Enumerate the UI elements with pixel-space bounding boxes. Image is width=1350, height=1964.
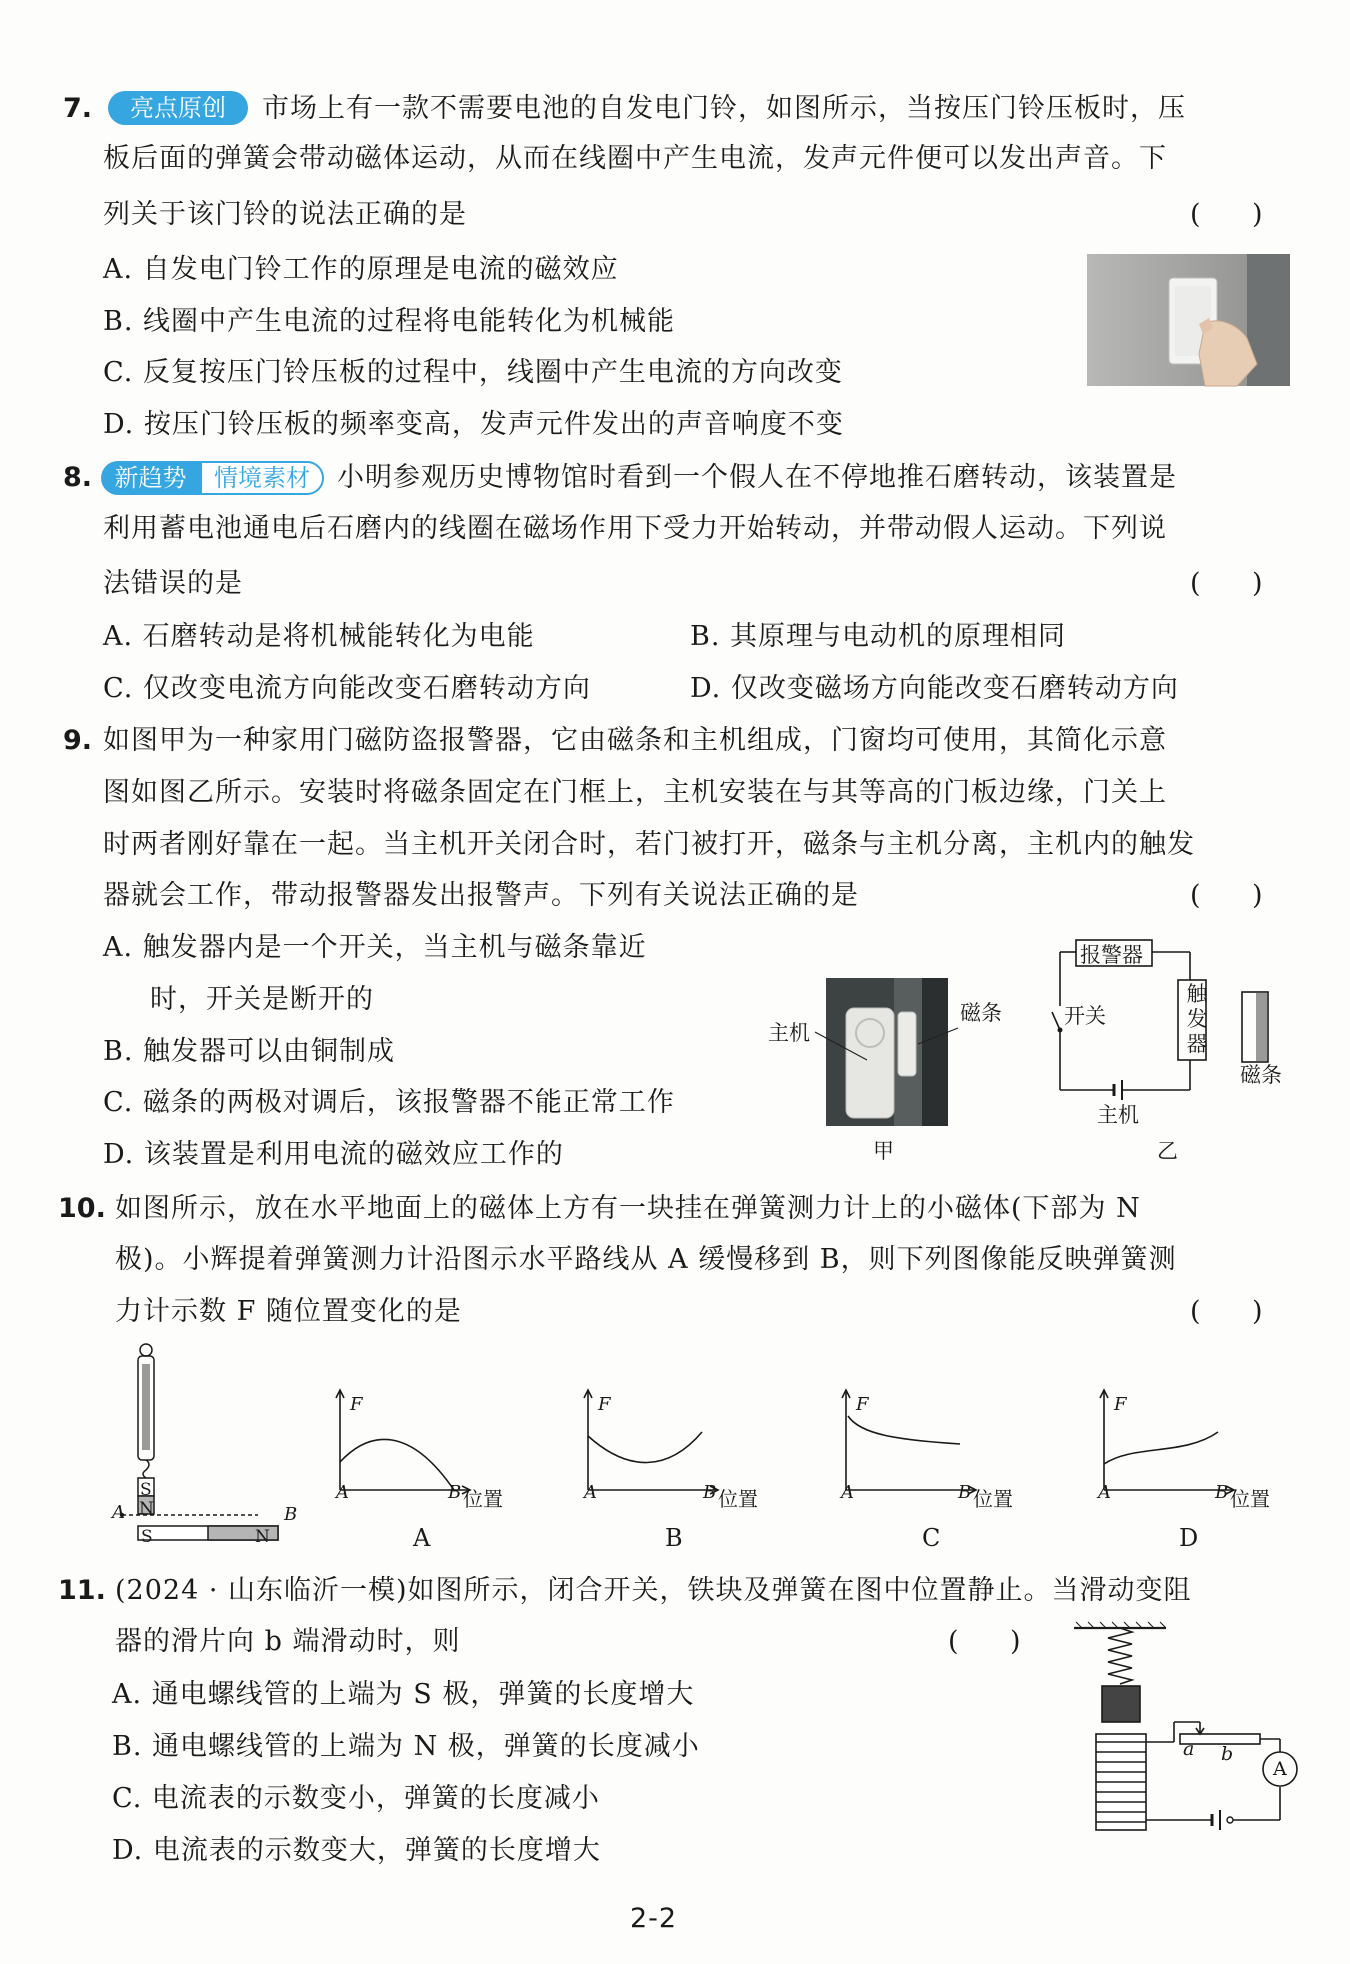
q7-stem-line-1: 市场上有一款不需要电池的自发电门铃，如图所示，当按压门铃压板时，压 bbox=[262, 93, 1186, 124]
graph-b-f-label: F bbox=[598, 1394, 611, 1415]
context-material-badge: 情境素材 bbox=[200, 461, 324, 495]
graph-d-b-label: B bbox=[1215, 1482, 1229, 1503]
graph-c-f-label: F bbox=[856, 1394, 869, 1415]
fig-yi-caption: 乙 bbox=[1157, 1139, 1178, 1163]
q8-option-a: A. 石磨转动是将机械能转化为电能 bbox=[103, 621, 535, 652]
q9-stem-line-1: 如图甲为一种家用门磁防盗报警器，它由磁条和主机组成，门窗均可使用，其简化示意 bbox=[103, 725, 1167, 756]
fig-jia-strip-label: 磁条 bbox=[960, 1001, 1002, 1025]
q9-stem-line-2: 图如图乙所示。安装时将磁条固定在门框上，主机安装在与其等高的门板边缘，门关上 bbox=[103, 777, 1167, 808]
q10-answer-paren: ( ) bbox=[1190, 1296, 1263, 1327]
q9-stem-line-3: 时两者刚好靠在一起。当主机开关闭合时，若门被打开，磁条与主机分离，主机内的触发 bbox=[103, 829, 1195, 860]
q7-option-b: B. 线圈中产生电流的过程将电能转化为机械能 bbox=[103, 306, 676, 337]
graph-a-f-label: F bbox=[350, 1394, 363, 1415]
q11-stem-line-2: 器的滑片向 b 端滑动时，则 bbox=[115, 1626, 461, 1657]
q7-stem-line-2: 板后面的弹簧会带动磁体运动，从而在线圈中产生电流，发声元件便可以发出声音。下 bbox=[103, 143, 1167, 174]
highlight-original-badge: 亮点原创 bbox=[108, 91, 248, 125]
question-10-number: 10. bbox=[58, 1193, 106, 1224]
q7-option-a: A. 自发电门铃工作的原理是电流的磁效应 bbox=[103, 254, 619, 285]
solenoid-circuit-diagram bbox=[1070, 1622, 1320, 1842]
fig-yi-switch-label: 开关 bbox=[1064, 1004, 1106, 1028]
graph-d-position-label: 位置 bbox=[1230, 1487, 1270, 1511]
q11-stem-line-1: (2024 · 山东临沂一模)如图所示，闭合开关，铁块及弹簧在图中位置静止。当滑动变阻 bbox=[115, 1575, 1192, 1606]
question-9-number: 9. bbox=[63, 725, 93, 756]
question-8-number: 8. bbox=[63, 462, 93, 493]
q8-stem-line-2: 利用蓄电池通电后石磨内的线圈在磁场作用下受力开始转动，并带动假人运动。下列说 bbox=[103, 513, 1167, 544]
q10-stem-line-2: 极)。小辉提着弹簧测力计沿图示水平路线从 A 缓慢移到 B，则下列图像能反映弹簧测 bbox=[115, 1244, 1177, 1275]
q9-option-d: D. 该装置是利用电流的磁效应工作的 bbox=[103, 1139, 564, 1170]
q11-option-b: B. 通电螺线管的上端为 N 极，弹簧的长度减小 bbox=[112, 1731, 700, 1762]
doorbell-photo bbox=[1087, 254, 1290, 386]
q9-stem-line-4: 器就会工作，带动报警器发出报警声。下列有关说法正确的是 bbox=[103, 880, 859, 911]
q11-option-c: C. 电流表的示数变小，弹簧的长度减小 bbox=[112, 1783, 600, 1814]
q10-stem-line-3: 力计示数 F 随位置变化的是 bbox=[115, 1296, 462, 1327]
q9-option-a-cont: 时，开关是断开的 bbox=[150, 984, 374, 1015]
q7-stem-line-3: 列关于该门铃的说法正确的是 bbox=[103, 199, 467, 230]
q8-option-c: C. 仅改变电流方向能改变石磨转动方向 bbox=[103, 673, 591, 704]
q11-option-a: A. 通电螺线管的上端为 S 极，弹簧的长度增大 bbox=[112, 1679, 695, 1710]
graph-b-letter: B bbox=[665, 1524, 683, 1552]
q10-stem-line-1: 如图所示，放在水平地面上的磁体上方有一块挂在弹簧测力计上的小磁体(下部为 N bbox=[115, 1193, 1141, 1224]
q8-option-b: B. 其原理与电动机的原理相同 bbox=[690, 621, 1067, 652]
spring-scale-setup bbox=[108, 1342, 308, 1542]
graph-d-f-label: F bbox=[1114, 1394, 1127, 1415]
graph-b-position-label: 位置 bbox=[718, 1487, 758, 1511]
graph-d-letter: D bbox=[1179, 1524, 1199, 1552]
q9-option-c: C. 磁条的两极对调后，该报警器不能正常工作 bbox=[103, 1087, 675, 1118]
graph-c-position-label: 位置 bbox=[973, 1487, 1013, 1511]
graph-d-a-label: A bbox=[1098, 1482, 1111, 1503]
graph-c-b-label: B bbox=[958, 1482, 972, 1503]
fig-jia-host-label: 主机 bbox=[768, 1021, 810, 1045]
page-number: 2-2 bbox=[630, 1903, 678, 1934]
question-11-number: 11. bbox=[58, 1575, 106, 1606]
fig-jia-caption: 甲 bbox=[873, 1139, 894, 1163]
new-trend-badge: 新趋势 bbox=[101, 461, 200, 495]
setup-point-b-label: B bbox=[284, 1504, 298, 1525]
q9-option-a: A. 触发器内是一个开关，当主机与磁条靠近 bbox=[103, 932, 647, 963]
bar-magnet-s-label: S bbox=[141, 1527, 153, 1547]
rheostat-end-b-label: b bbox=[1221, 1743, 1234, 1765]
graph-a-position-label: 位置 bbox=[463, 1487, 503, 1511]
q11-answer-paren: ( ) bbox=[948, 1626, 1021, 1657]
ammeter-label: A bbox=[1273, 1758, 1287, 1780]
graph-c-letter: C bbox=[922, 1524, 941, 1552]
q9-option-b: B. 触发器可以由铜制成 bbox=[103, 1036, 396, 1067]
q7-option-c: C. 反复按压门铃压板的过程中，线圈中产生电流的方向改变 bbox=[103, 357, 843, 388]
q8-stem-line-1: 小明参观历史博物馆时看到一个假人在不停地推石磨转动，该装置是 bbox=[337, 462, 1177, 493]
fig-yi-alarm-label: 报警器 bbox=[1080, 943, 1143, 967]
q7-answer-paren: ( ) bbox=[1190, 199, 1263, 230]
q8-stem-line-3: 法错误的是 bbox=[103, 568, 243, 599]
rheostat-end-a-label: a bbox=[1183, 1738, 1195, 1760]
graph-a-a-label: A bbox=[336, 1482, 349, 1503]
q11-option-d: D. 电流表的示数变大，弹簧的长度增大 bbox=[112, 1835, 601, 1866]
fig-yi-strip-label: 磁条 bbox=[1240, 1063, 1282, 1087]
question-7-number: 7. bbox=[63, 93, 93, 124]
setup-point-a-label: A bbox=[112, 1502, 125, 1523]
q8-option-d: D. 仅改变磁场方向能改变石磨转动方向 bbox=[690, 673, 1179, 704]
q8-answer-paren: ( ) bbox=[1190, 568, 1263, 599]
bar-magnet-n-label: N bbox=[255, 1527, 270, 1547]
fig-yi-trigger-label: 触发器 bbox=[1186, 982, 1208, 1056]
graph-a-letter: A bbox=[413, 1524, 431, 1552]
q7-option-d: D. 按压门铃压板的频率变高，发声元件发出的声音响度不变 bbox=[103, 409, 844, 440]
graph-c-a-label: A bbox=[841, 1482, 854, 1503]
graph-b-a-label: A bbox=[584, 1482, 597, 1503]
photo-leader-lines bbox=[800, 1020, 1000, 1130]
q9-answer-paren: ( ) bbox=[1190, 880, 1263, 911]
fig-yi-host-label: 主机 bbox=[1097, 1103, 1139, 1127]
small-magnet-n-label: N bbox=[139, 1499, 154, 1519]
graph-b-b-label: B bbox=[703, 1482, 717, 1503]
small-magnet-s-label: S bbox=[140, 1480, 152, 1500]
graph-a-b-label: B bbox=[448, 1482, 462, 1503]
